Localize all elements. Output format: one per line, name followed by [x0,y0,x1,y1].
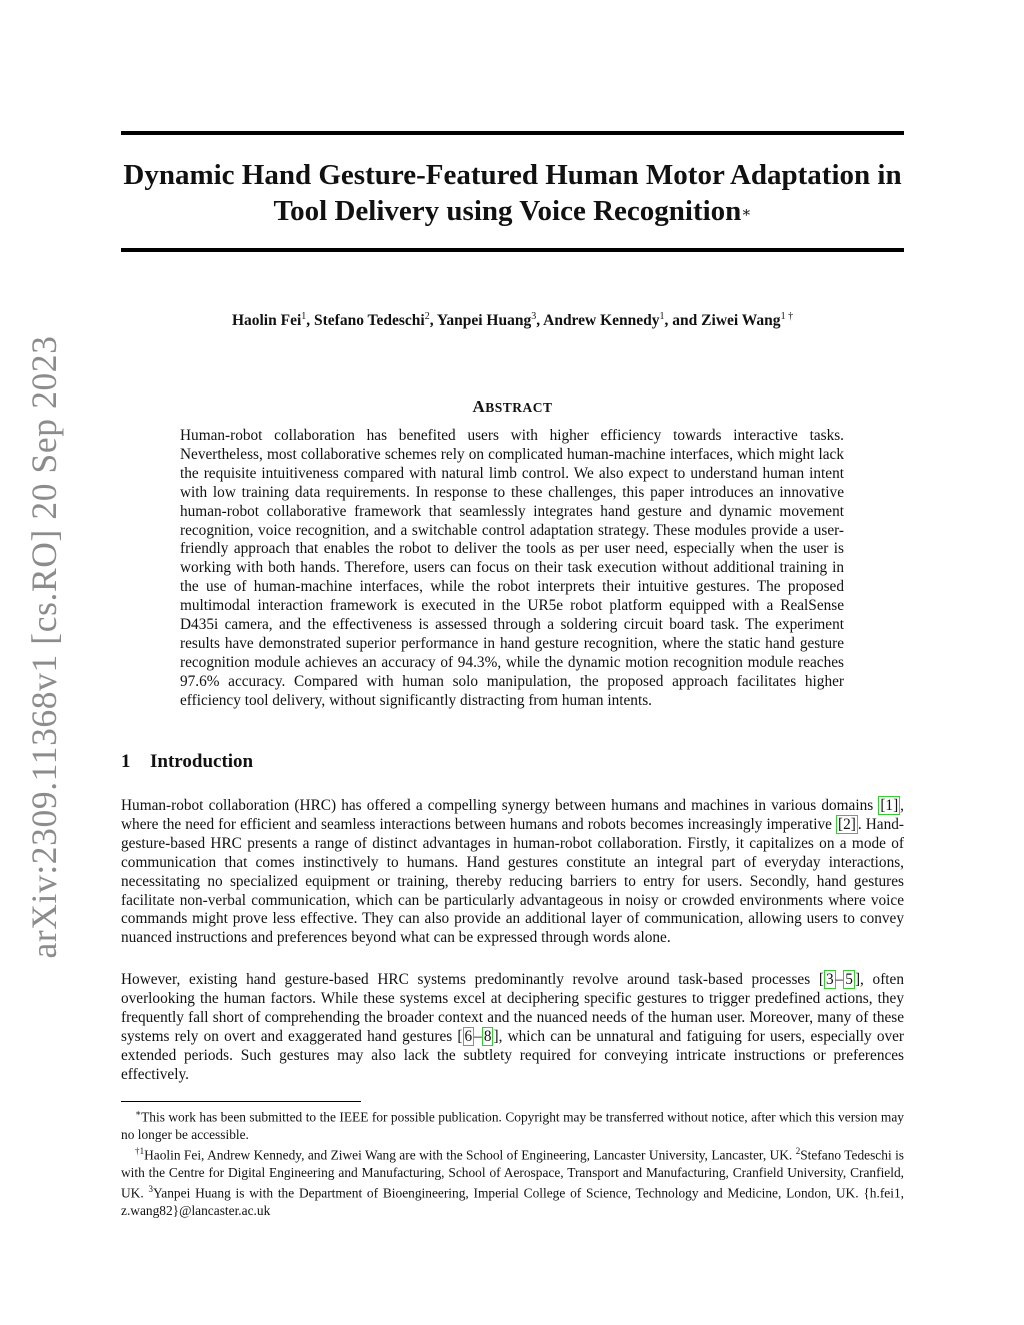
title-line-2: Tool Delivery using Voice Recognition [273,195,742,227]
paragraph-text: ], which can be unnatural and fatiguing for users, especially over extended periods. Such gestures may also lack the subtlety required for conveying intricate instructions or preferences effectively. [121,1027,904,1083]
paragraph-text: , where the need for efficient and seamless interactions between humans and robots becomes increasingly imperative [121,797,904,833]
section-title: Introduction [150,751,254,772]
footnote-text: This work has been submitted to the IEEE for possible publication. Copyright may be transferred without notice, after which this version may no longer be accessible. [121,1109,904,1142]
title-line-1: Dynamic Hand Gesture-Featured Human Motor Adaptation in [123,159,902,191]
arxiv-identifier-text: arXiv:2309.11368v1 [cs.RO] 20 Sep 2023 [24,335,64,959]
abstract-heading-rest: BSTRACT [485,400,553,415]
footnote-divider [121,1101,361,1102]
author-affiliation: 2 [424,311,430,322]
author-separator: , [536,312,544,330]
author-affiliation: 1 [301,311,307,322]
abstract-text: Human-robot collaboration has benefited users with higher efficiency towards interactive tasks. Nevertheless, most collaborative schemes rely on complicated human-machine interfaces, which might lack the requisite intuitiveness compared with natural limb control. We also expect to understand human intent with low training data requirements. In response to these challenges, this paper introduces an innovative human-robot collaborative framework that seamlessly integrates hand gesture and dynamic movement recognition, voice recognition, and a switchable control adaptation strategy. These modules provide a user-friendly approach that enables the robot to deliver the tools as per user need, especially when the user is working with both hands. Therefore, users can focus on their task execution without additional training in the use of human-machine interfaces, while the robot interprets their intuitive gestures. The proposed multimodal interaction framework is executed in the UR5e robot platform equipped with a RealSense D435i camera, and the effectiveness is assessed through a soldering circuit board task. The experiment results have demonstrated superior performance in hand gesture recognition, where the static hand gesture recognition module achieves an accuracy of 94.3%, while the dynamic motion recognition module reaches 97.6% accuracy. Compared with human solo manipulation, the proposed approach facilitates higher efficiency tool delivery, without significantly distracting from human intents. [180,427,844,709]
footnote-2 [121,1143,904,1219]
footnote-1 [121,1105,904,1143]
abstract-heading-initial: A [472,397,486,416]
author-affiliation: 1 † [780,311,794,322]
section-number: 1 [121,751,131,772]
citation-link[interactable]: 8 [483,1027,492,1045]
citation-range-dash: – [474,1027,482,1045]
citation-range-dash: – [835,971,844,988]
author-separator: , [306,312,315,330]
footnote-mark: 3 [148,1184,153,1195]
author-name: Ziwei Wang [701,312,781,330]
title-top-rule [121,131,904,135]
author-name: Stefano Tedeschi [314,312,425,330]
section-heading-introduction [121,751,253,773]
footnote-mark: 2 [795,1146,801,1157]
citation-link[interactable]: 3 [825,971,834,988]
footnote-mark: ∗ [135,1108,142,1118]
footnotes [121,1105,904,1219]
intro-paragraph-2 [121,971,904,1084]
arxiv-identifier [16,335,72,959]
citation-link[interactable]: [2] [838,815,856,833]
author-separator: , and [664,312,702,330]
citation-link[interactable]: 6 [464,1027,473,1045]
citation-link[interactable]: [1] [880,797,899,814]
paragraph-text: However, existing hand gesture-based HRC systems predominantly revolve around task-based processes [ [121,971,824,988]
footnote-text: Stefano Tedeschi is with the Centre for Digital Engineering and Manufacturing, School of Aerospace, Transport and Manufacturing, Cranfield University, Cranfield, UK. [121,1147,905,1201]
author-name: Haolin Fei [231,312,302,330]
author-name: Yanpei Huang [436,312,532,330]
paragraph-text: ], often overlooking the human factors. While these systems excel at deciphering specific gestures to trigger predefined actions, they frequently fall short of comprehending the broader context and the nuanced needs of the human user. Moreover, many of these systems rely on overt and exaggerated hand gestures [ [121,971,904,1045]
footnote-text: Yanpei Huang is with the Department of Bioengineering, Imperial College of Science, Technology and Medicine, London, UK. {h.fei1, z.wang82}@lancaster.ac.uk [121,1185,904,1218]
intro-paragraph-1 [121,797,904,948]
author-list [121,311,904,330]
paragraph-text: . Hand-gesture-based HRC presents a range of distinct advantages in human-robot collaboration. Firstly, it capitalizes on a mode of communication that comes instinctively to humans. Hand gestures constitute an integral part of everyday interactions, necessitating no specialized equipment or training, thereby reducing barriers to entry for users. Secondly, hand gestures facilitate non-verbal communication, which can be particularly advantageous in noisy or crowded environments where voice commands might prove less effective. They can also provide an additional layer of communication, allowing users to convey nuanced instructions and preferences beyond what can be expressed through words alone. [121,815,904,947]
footnote-text: Haolin Fei, Andrew Kennedy, and Ziwei Wang are with the School of Engineering, Lancaster University, Lancaster, UK. [144,1147,796,1163]
author-separator: , [429,312,437,330]
title-footnote-mark: ∗ [741,205,752,221]
paragraph-text: Human-robot collaboration (HRC) has offered a compelling synergy between humans and machines in various domains [121,797,879,814]
paper-title [121,157,904,229]
citation-link[interactable]: 5 [845,971,853,988]
author-affiliation: 1 [659,311,665,322]
author-affiliation: 3 [531,311,537,322]
footnote-mark: †1 [135,1146,145,1157]
abstract-heading [121,397,904,417]
author-name: Andrew Kennedy [543,312,660,330]
title-bottom-rule [121,248,904,252]
